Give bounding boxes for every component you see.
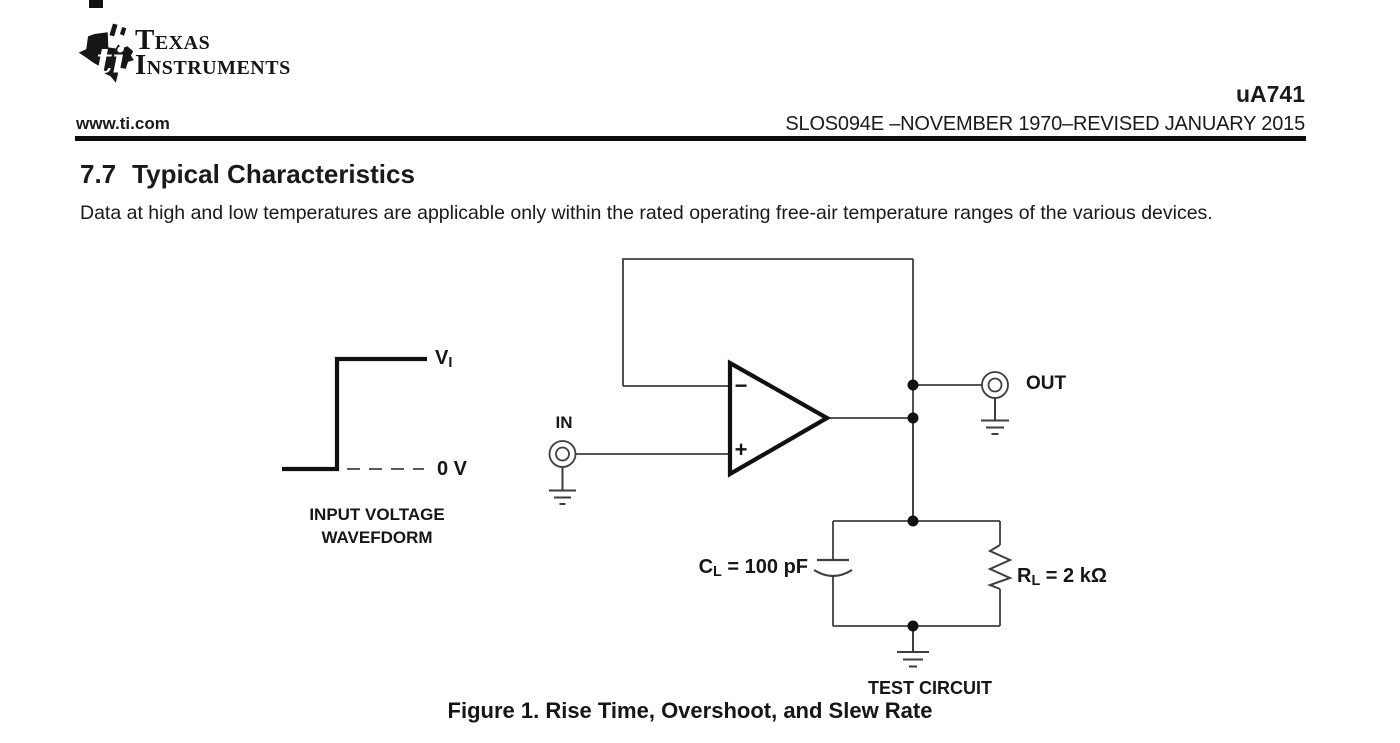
capacitor-curved-plate — [814, 570, 852, 576]
step-waveform — [282, 359, 427, 469]
waveform-zero-label: 0 V — [437, 458, 468, 480]
header-rule — [75, 136, 1306, 141]
junction-dot — [908, 413, 919, 424]
page-edge-mark — [89, 0, 103, 8]
capacitor-label: $C_L = 100$ pF — [698, 556, 808, 581]
in-ground-icon — [549, 467, 576, 504]
output-terminal-label: OUT — [1026, 373, 1067, 394]
brand-wordmark — [135, 24, 291, 81]
resistor-zigzag — [990, 545, 1010, 589]
brand-line1: Texas — [135, 24, 211, 56]
brand-line2: Instruments — [135, 49, 291, 81]
ti-ascender-t — [109, 24, 117, 37]
waveform-high-label: $V_I$ — [435, 347, 453, 372]
opamp-inverting-sign: − — [734, 373, 748, 398]
ti-ascender-i — [120, 27, 126, 36]
junction-dot — [908, 380, 919, 391]
test-circuit-diagram — [0, 250, 1400, 743]
section-body: Data at high and low temperatures are applicable only within the rated operating free-air temperature ranges of the various devices. — [80, 202, 1213, 224]
waveform-caption: INPUT VOLTAGE WAVEFDORM — [309, 505, 445, 547]
junction-dot — [908, 621, 919, 632]
website-link: www.ti.com — [76, 114, 170, 133]
ti-logo-icon — [77, 20, 135, 84]
test-circuit-label: TEST CIRCUIT — [868, 678, 992, 698]
ti-logo-mark: ti — [96, 40, 126, 82]
in-terminal-inner — [556, 448, 569, 461]
load-ground-icon — [897, 626, 929, 667]
section-number: 7.7 — [80, 159, 117, 189]
out-terminal-inner — [989, 379, 1002, 392]
doc-revision-info: SLOS094E –NOVEMBER 1970–REVISED JANUARY 2015 — [785, 113, 1305, 135]
section-heading — [80, 159, 415, 190]
resistor-label: $R_L = 2$ kΩ — [1017, 565, 1107, 590]
section-title: Typical Characteristics — [132, 159, 415, 189]
input-terminal-label: IN — [555, 413, 573, 432]
opamp-noninverting-sign: + — [734, 437, 748, 462]
feedback-wire — [623, 259, 913, 386]
part-number: uA741 — [1235, 81, 1305, 107]
junction-dot — [908, 516, 919, 527]
figure-caption: Figure 1. Rise Time, Overshoot, and Slew Rate — [447, 698, 933, 723]
out-ground-icon — [981, 398, 1009, 434]
